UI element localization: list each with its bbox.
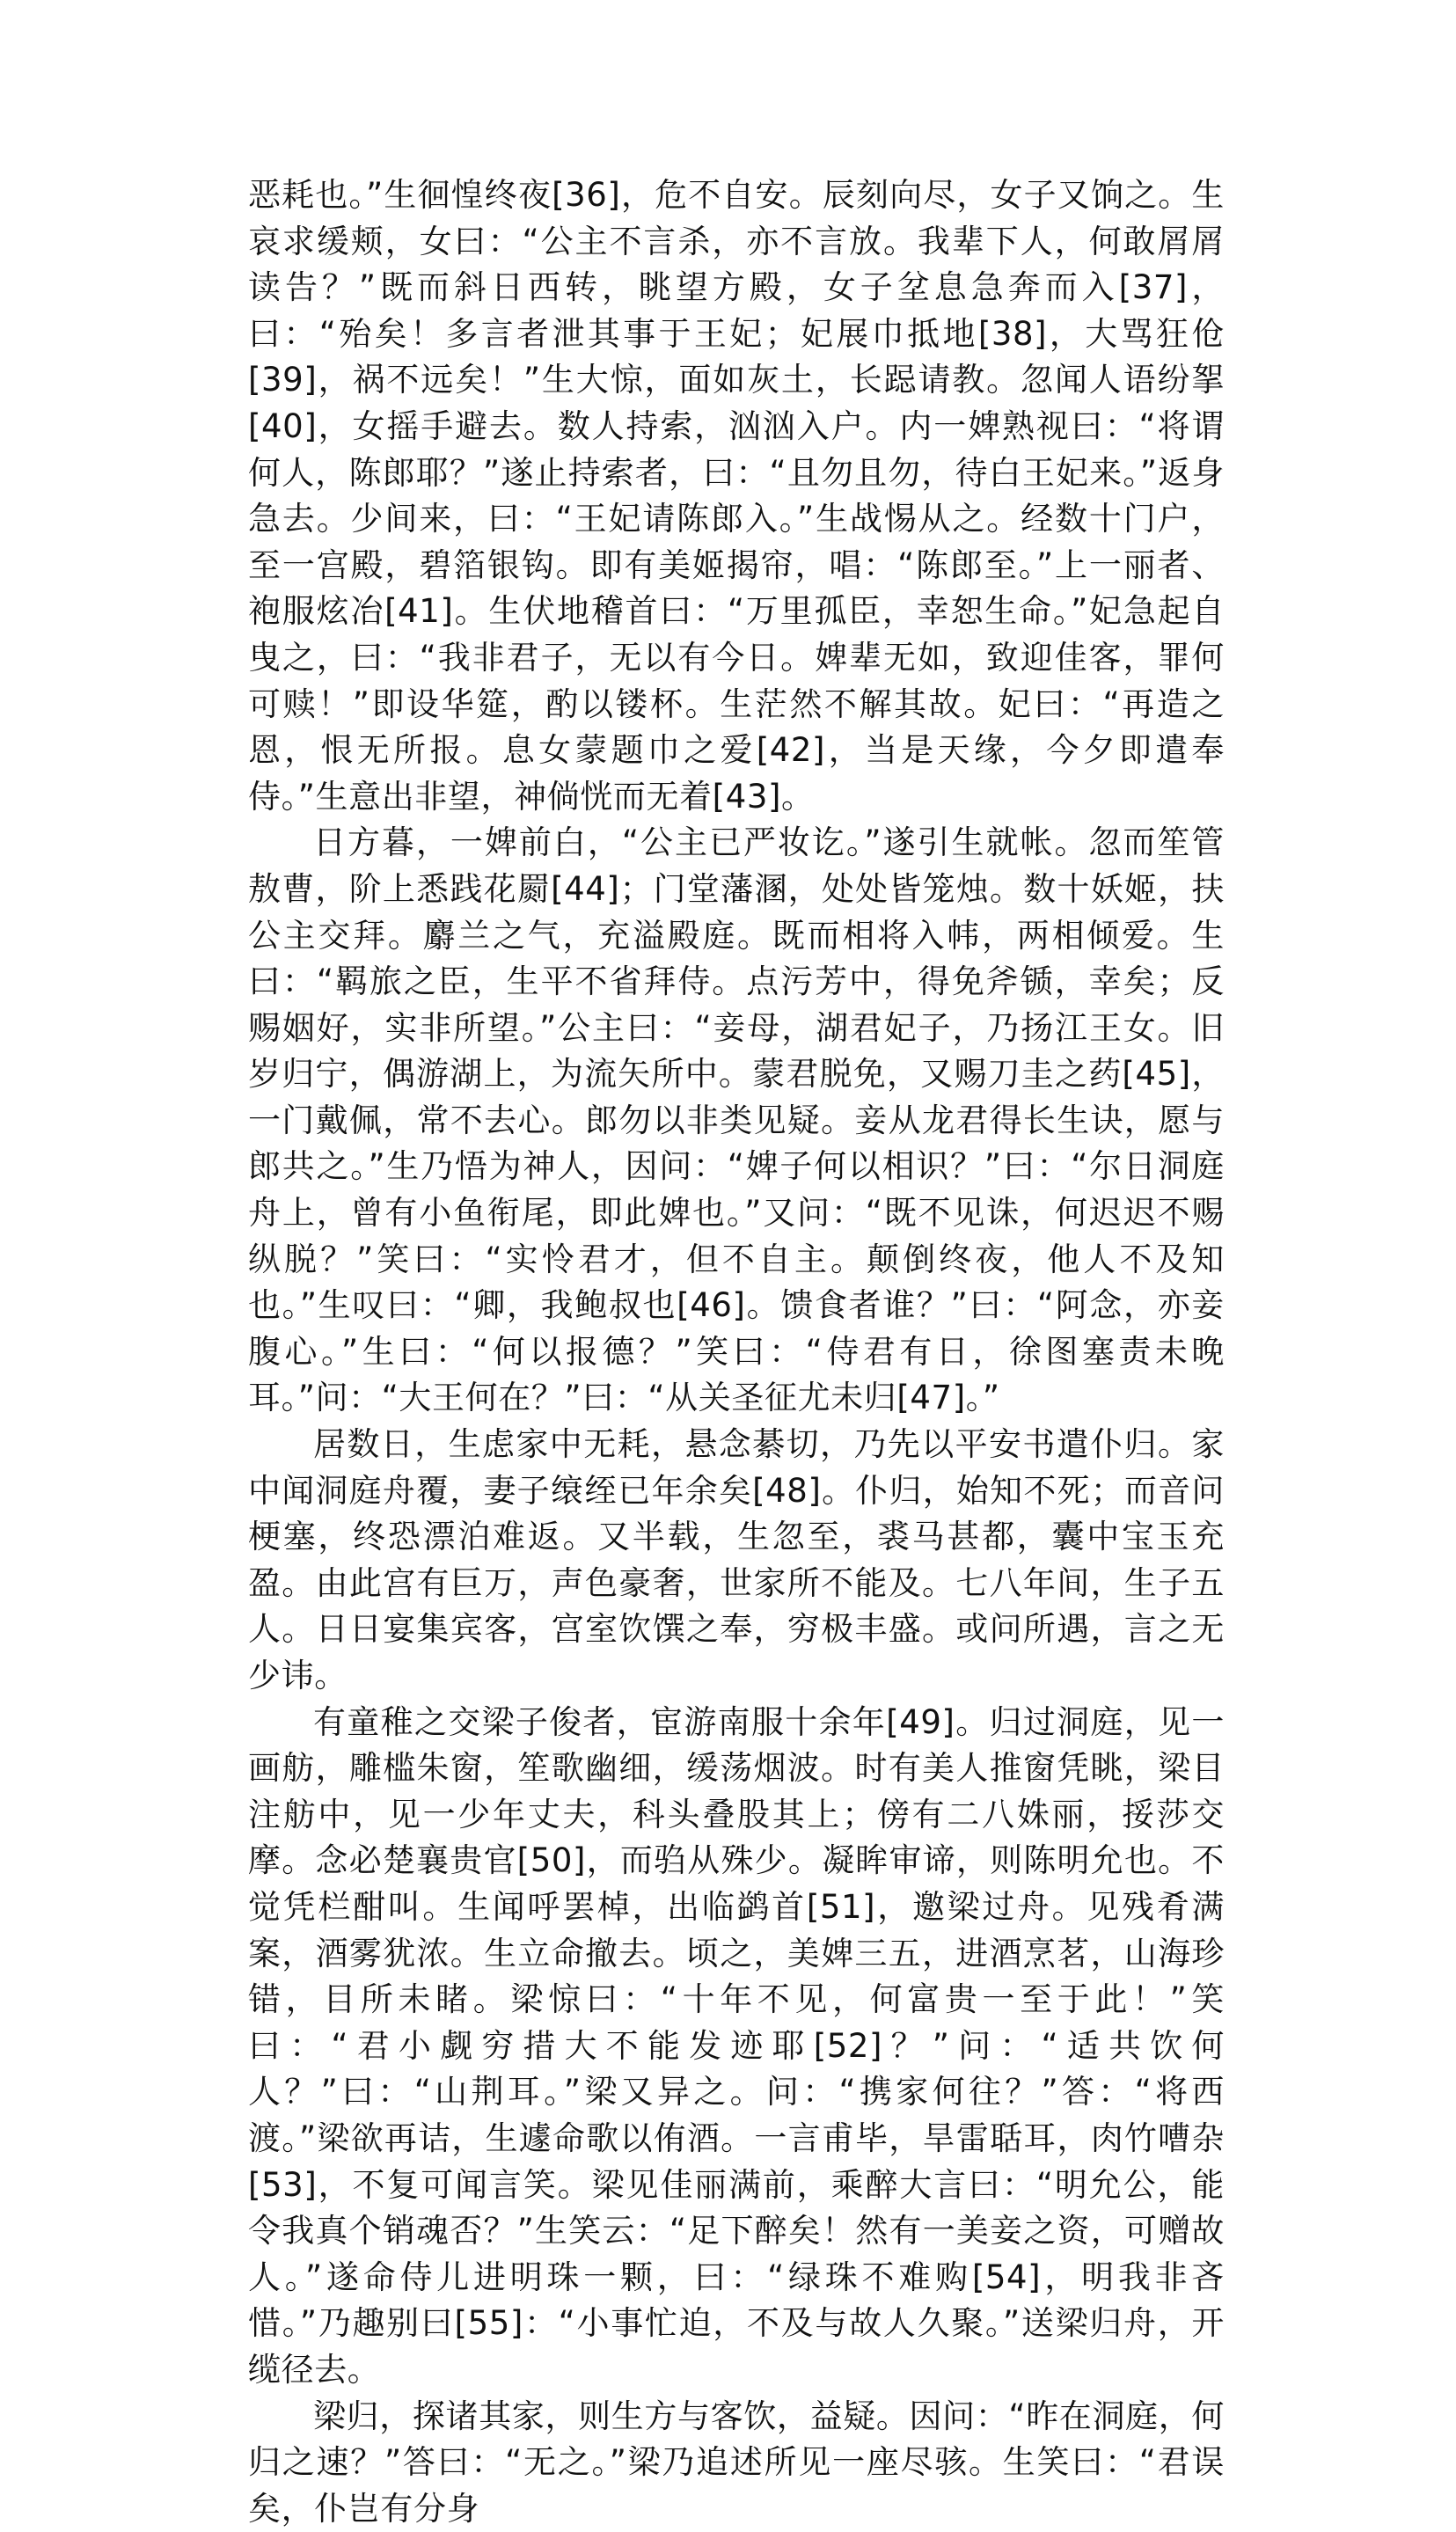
paragraph-2: 日方暮，一婢前白，“公主已严妆讫。”遂引生就帐。忽而笙管敖曹，阶上悉践花罽[44]；门堂藩溷，处处皆笼烛。数十妖姬，扶公主交拜。麝兰之气，充溢殿庭。既而相将入帏，两相倾爱。生曰：“羁旅之臣，生平不省拜侍。点污芳中，得免斧锧，幸矣；反赐姻好，实非所望。”公主曰：“妾母，湖君妃子，乃扬江王女。旧岁归宁，偶游湖上，为流矢所中。蒙君脱免，又赐刀圭之药[45]，一门戴佩，常不去心。郎勿以非类见疑。妾从龙君得长生诀，愿与郎共之。”生乃悟为神人，因问：“婢子何以相识？”曰：“尔日洞庭舟上，曾有小鱼衔尾，即此婢也。”又问：“既不见诛，何迟迟不赐纵脱？”笑曰：“实怜君才，但不自主。颠倒终夜，他人不及知也。”生叹曰：“卿，我鲍叔也[46]。馈食者谁？”曰：“阿念，亦妾腹心。”生曰：“何以报德？”笑曰：“侍君有日，徐图塞责未晚耳。”问：“大王何在？”曰：“从关圣征尤未归[47]。” xyxy=(248,820,1225,1422)
paragraph-3: 居数日，生虑家中无耗，悬念綦切，乃先以平安书遣仆归。家中闻洞庭舟覆，妻子缞绖已年余矣[48]。仆归，始知不死；而音问梗塞，终恐漂泊难返。又半载，生忽至，裘马甚都，囊中宝玉充盈。由此宫有巨万，声色豪奢，世家所不能及。七八年间，生子五人。日日宴集宾客，宫室饮馔之奉，穷极丰盛。或问所遇，言之无少讳。 xyxy=(248,1422,1225,1700)
paragraph-1: 恶耗也。”生徊惶终夜[36]，危不自安。辰刻向尽，女子又饷之。生哀求缓颊，女曰：“公主不言杀，亦不言放。我辈下人，何敢屑屑读告？”既而斜日西转，眺望方殿，女子坌息急奔而入[37]，曰：“殆矣！多言者泄其事于王妃；妃展巾抵地[38]，大骂狂伧[39]，祸不远矣！”生大惊，面如灰土，长跽请教。忽闻人语纷挐[40]，女摇手避去。数人持索，汹汹入户。内一婢熟视曰：“将谓何人，陈郎耶？”遂止持索者，曰：“且勿且勿，待白王妃来。”返身急去。少间来，曰：“王妃请陈郎入。”生战惕从之。经数十门户，至一宫殿，碧箔银钩。即有美姬揭帘，唱：“陈郎至。”上一丽者、袍服炫冶[41]。生伏地稽首曰：“万里孤臣，幸恕生命。”妃急起自曳之，曰：“我非君子，无以有今日。婢辈无如，致迎佳客，罪何可赎！”即设华筵，酌以镂杯。生茫然不解其故。妃曰：“再造之恩，恨无所报。息女蒙题巾之爱[42]，当是天缘，今夕即遣奉侍。”生意出非望，神倘恍而无着[43]。 xyxy=(248,172,1225,820)
paragraph-5: 梁归，探诸其家，则生方与客饮，益疑。因问：“昨在洞庭，何归之速？”答曰：“无之。”梁乃追述所见一座尽骇。生笑曰：“君误矣，仆岂有分身 xyxy=(248,2394,1225,2532)
document-page xyxy=(248,172,1225,2532)
paragraph-4: 有童稚之交梁子俊者，宦游南服十余年[49]。归过洞庭，见一画舫，雕槛朱窗，笙歌幽细，缓荡烟波。时有美人推窗凭眺，梁目注舫中，见一少年丈夫，科头叠股其上；傍有二八姝丽，挼莎交摩。念必楚襄贵官[50]，而驺从殊少。凝眸审谛，则陈明允也。不觉凭栏酣叫。生闻呼罢棹，出临鹢首[51]，邀梁过舟。见残肴满案，酒雾犹浓。生立命撤去。顷之，美婢三五，进酒烹茗，山海珍错，目所未睹。梁惊曰：“十年不见，何富贵一至于此！”笑曰：“君小觑穷措大不能发迹耶[52]？”问：“适共饮何人？”曰：“山荆耳。”梁又异之。问：“携家何往？”答：“将西渡。”梁欲再诘，生遽命歌以侑酒。一言甫毕，旱雷聒耳，肉竹嘈杂[53]，不复可闻言笑。梁见佳丽满前，乘醉大言曰：“明允公，能令我真个销魂否？”生笑云：“足下醉矣！然有一美妾之资，可赠故人。”遂命侍儿进明珠一颗，曰：“绿珠不难购[54]，明我非吝惜。”乃趣别曰[55]：“小事忙迫，不及与故人久聚。”送梁归舟，开缆径去。 xyxy=(248,1700,1225,2394)
